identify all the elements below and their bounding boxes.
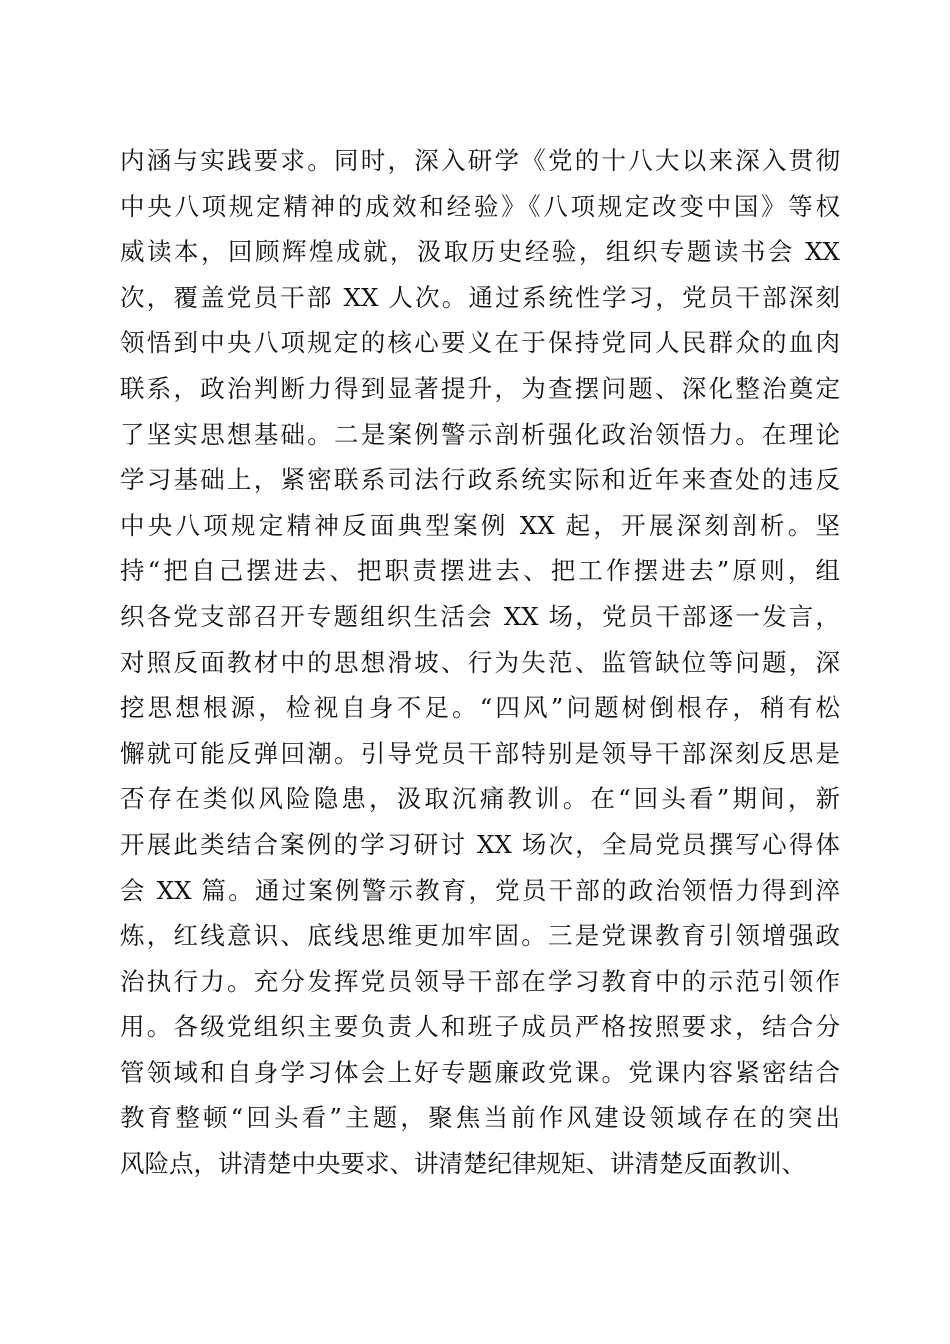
text-line: 了坚实思想基础。二是案例警示剖析强化政治领悟力。在理论 bbox=[120, 419, 840, 449]
text-line: 懈就可能反弹回潮。引导党员干部特别是领导干部深刻反思是 bbox=[120, 738, 840, 768]
text-line: 领悟到中央八项规定的核心要义在于保持党同人民群众的血肉 bbox=[120, 328, 840, 358]
text-line: 挖思想根源，检视自身不足。“四风”问题树倒根存，稍有松 bbox=[120, 693, 840, 723]
text-line: 内涵与实践要求。同时，深入研学《党的十八大以来深入贯彻 bbox=[120, 146, 840, 175]
text-line: 中央八项规定精神反面典型案例 XX 起，开展深刻剖析。坚 bbox=[120, 510, 840, 540]
text-line: 持“把自己摆进去、把职责摆进去、把工作摆进去”原则，组 bbox=[120, 556, 840, 586]
text-line: 联系，政治判断力得到显著提升，为查摆问题、深化整治奠定 bbox=[120, 373, 840, 403]
text-line: 会 XX 篇。通过案例警示教育，党员干部的政治领悟力得到淬 bbox=[120, 875, 840, 905]
text-line: 治执行力。充分发挥党员领导干部在学习教育中的示范引领作 bbox=[120, 966, 840, 996]
text-line: 中央八项规定精神的成效和经验》《八项规定改变中国》等权 bbox=[120, 191, 840, 221]
text-line: 次，覆盖党员干部 XX 人次。通过系统性学习，党员干部深刻 bbox=[120, 282, 840, 312]
text-line: 用。各级党组织主要负责人和班子成员严格按照要求，结合分 bbox=[120, 1012, 840, 1042]
text-line: 织各党支部召开专题组织生活会 XX 场，党员干部逐一发言， bbox=[120, 601, 840, 631]
text-line: 对照反面教材中的思想滑坡、行为失范、监管缺位等问题，深 bbox=[120, 647, 840, 677]
text-line: 管领域和自身学习体会上好专题廉政党课。党课内容紧密结合 bbox=[120, 1057, 840, 1087]
text-line: 否存在类似风险隐患，汲取沉痛教训。在“回头看”期间，新 bbox=[120, 784, 840, 814]
text-line: 开展此类结合案例的学习研讨 XX 场次，全局党员撰写心得体 bbox=[120, 829, 840, 859]
text-line: 威读本，回顾辉煌成就，汲取历史经验，组织专题读书会 XX bbox=[120, 237, 840, 267]
text-line: 教育整顿“回头看”主题，聚焦当前作风建设领域存在的突出 bbox=[120, 1103, 840, 1133]
text-line: 炼，红线意识、底线思维更加牢固。三是党课教育引领增强政 bbox=[120, 921, 840, 951]
text-line: 风险点，讲清楚中央要求、讲清楚纪律规矩、讲清楚反面教训、 bbox=[120, 1149, 806, 1179]
text-line: 学习基础上，紧密联系司法行政系统实际和近年来查处的违反 bbox=[120, 465, 840, 495]
document-body-text bbox=[120, 138, 840, 1187]
